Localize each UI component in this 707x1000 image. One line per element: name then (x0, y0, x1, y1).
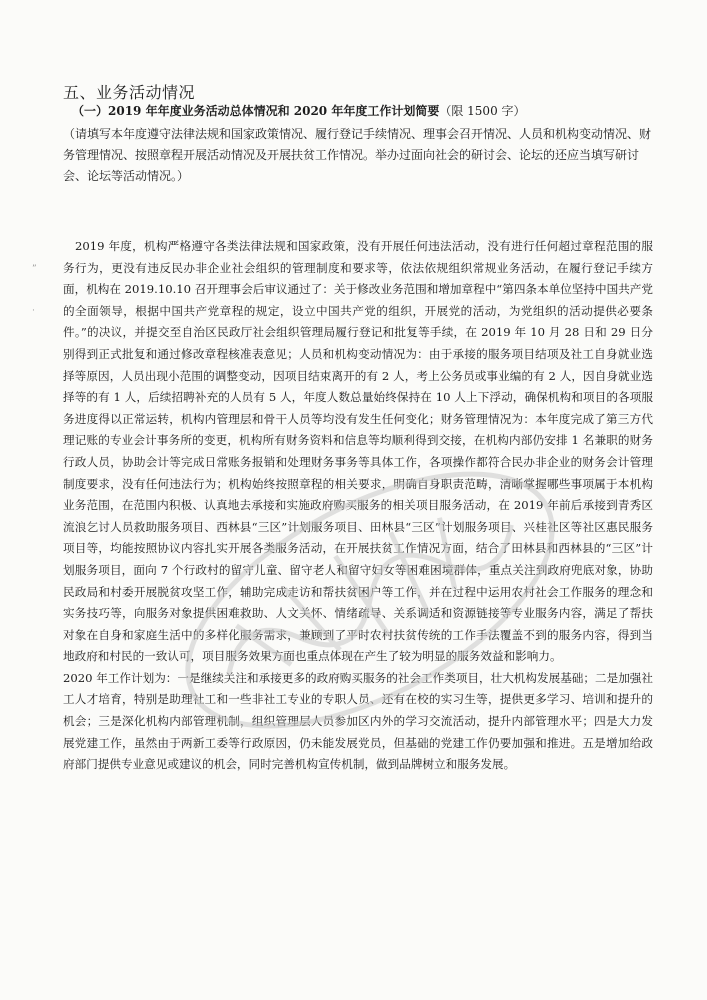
instructions-text: （请填写本年度遵守法律法规和国家政策情况、履行登记手续情况、理事会召开情况、人员和机构变动情况、财务管理情况、按照章程开展活动情况及开展扶贫工作情况。举办过面向社会的研讨会、论坛的还应当填写研讨会、论坛等活动情况。） (63, 127, 652, 183)
margin-mark: · (32, 306, 35, 316)
margin-mark: ” (32, 264, 37, 274)
subsection-heading: （一）2019 年年度业务活动总体情况和 2020 年年度工作计划简要 (72, 104, 440, 118)
section-title: 五、业务活动情况 (63, 83, 196, 102)
subsection-title (72, 102, 526, 119)
report-body (63, 236, 653, 776)
word-limit: （限 1500 字） (439, 104, 526, 118)
plan-paragraph: 2020 年工作计划为：一是继续关注和承接更多的政府购买服务的社会工作类项目，壮大机构发展基础；二是加强社工人才培育，特别是助理社工和一些非社工专业的专职人员、还有在校的实习生等，提供更多学习、培训和提升的机会；三是深化机构内部管理机制，组织管理层人员参加区内外的学习交流活动，提升内部管理水平；四是大力发展党建工作，虽然由于两新工委等行政原因，仍未能发展党员，但基础的党建工作仍要加强和推进。五是增加给政府部门提供专业意见或建议的机会，同时完善机构宣传机制，做到品牌树立和服务发展。 (63, 670, 653, 772)
summary-paragraph: 2019 年度，机构严格遵守各类法律法规和国家政策，没有开展任何违法活动，没有进行任何超过章程范围的服务行为，更没有违反民办非企业社会组织的管理制度和要求等，依法依规组织常规业务活动，在履行登记手续方面，机构在 2019.10.10 召开理事会后审议通过了：关于修改业务范围和增加章程中“第四条本单位坚持中国共产党的全面领导，根据中国共产党章程的规定，设立中国共产党的组织，开展党的活动，为党组织的活动提供必要条件。”的决议，并提交至自治区民政厅社会组织管理局履行登记和批复等手续，在 2019 年 10 月 28 日和 29 日分别得到正式批复和通过修改章程核准表意见；人员和机构变动情况为：由于承接的服务项目结项及社工自身就业选择等原因，人员出现小范围的调整变动，因项目结束离开的有 2 人，考上公务员或事业编的有 2 人，因自身就业选择等的有 1 人，后续招聘补充的人员有 5 人，年度人数总量始终保持在 10 人上下浮动，确保机构和项目的各项服务进度得以正常运转，机构内管理层和骨干人员等均没有发生任何变化；财务管理情况为：本年度完成了第三方代理记账的专业会计事务所的变更，机构所有财务资料和信息等均顺利得到交接，在机构内部仍安排 1 名兼职的财务行政人员，协助会计等完成日常账务报销和处理财务事务等具体工作，各项操作都符合民办非企业的财务会计管理制度要求，没有任何违法行为；机构始终按照章程的相关要求，明确自身职责范畴，清晰掌握哪些事项属于本机构业务范围，在范围内积极、认真地去承接和实施政府购买服务的相关项目服务活动，在 2019 年前后承接到青秀区流浪乞讨人员救助服务项目、西林县“三区”计划服务项目、田林县“三区”计划服务项目、兴桂社区等社区惠民服务项目等，均能按照协议内容扎实开展各类服务活动，在开展扶贫工作情况方面，结合了田林县和西林县的“三区”计划服务项目，面向 7 个行政村的留守儿童、留守老人和留守妇女等困难困境群体，重点关注到政府兜底对象，协助民政局和村委开展脱贫攻坚工作，辅助完成走访和帮扶贫困户等工作，并在过程中运用农村社会工作服务的理念和实务技巧等，向服务对象提供困难救助、人文关怀、情绪疏导、关系调适和资源链接等专业服务内容，满足了帮扶对象在自身和家庭生活中的多样化服务需求，兼顾到了平时农村扶贫传统的工作手法覆盖不到的服务内容，得到当地政府和村民的一致认可，项目服务效果方面也重点体现在产生了较为明显的服务效益和影响力。 (63, 239, 653, 664)
